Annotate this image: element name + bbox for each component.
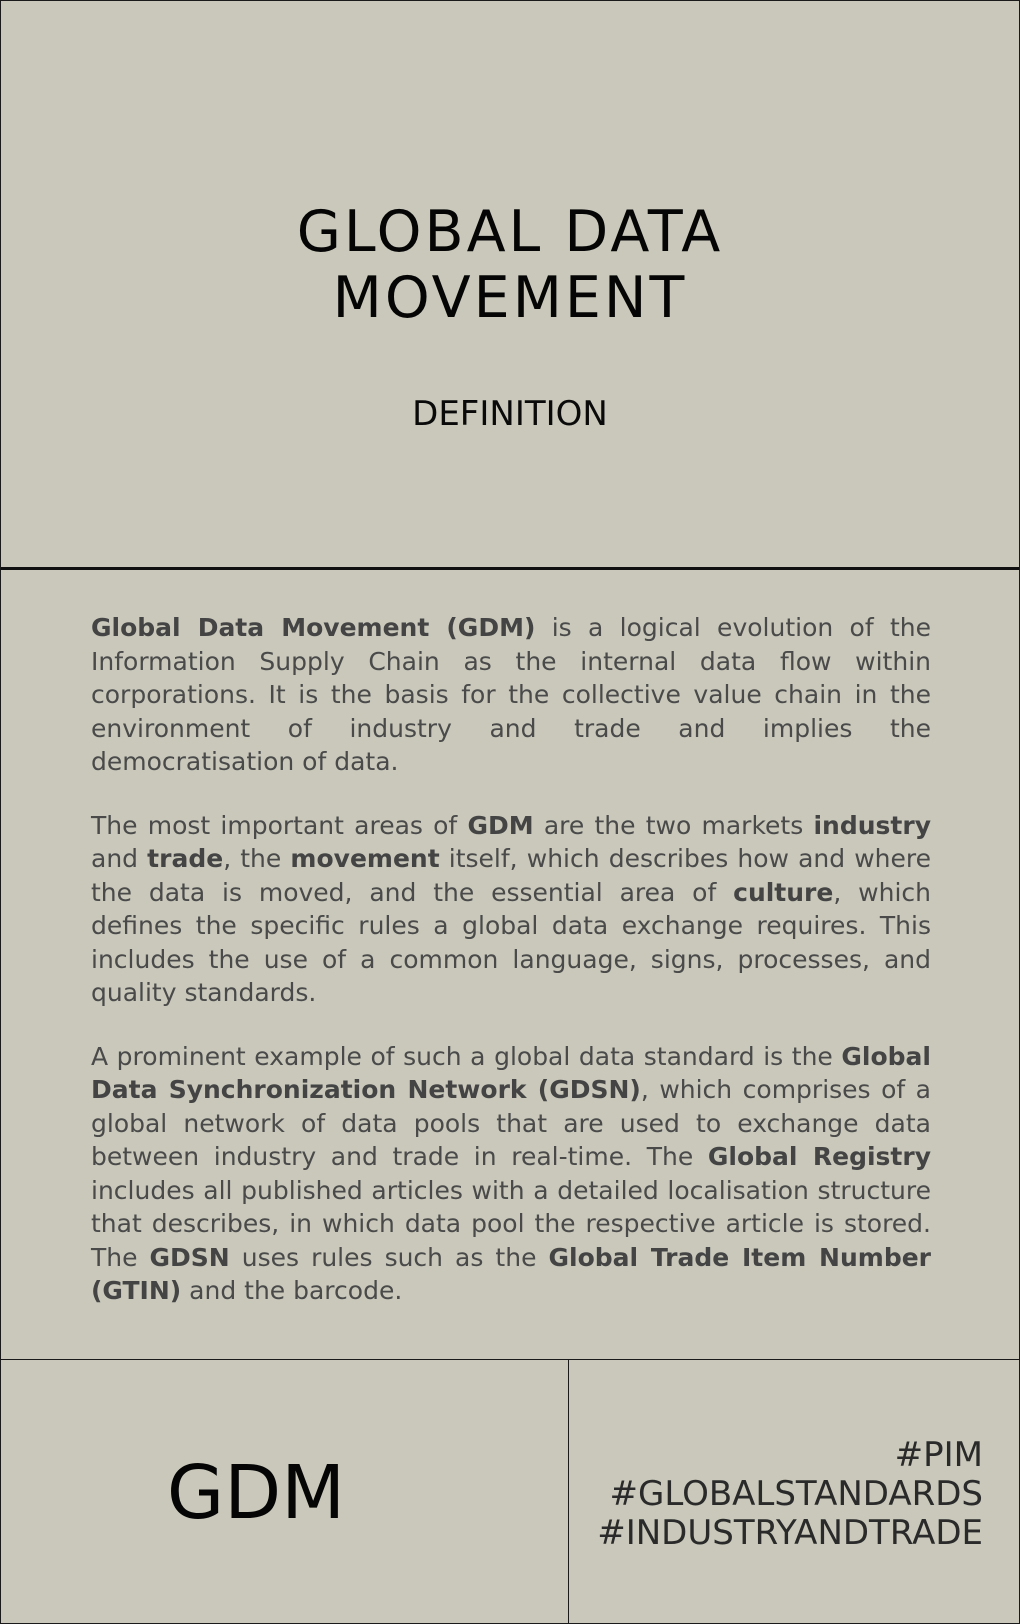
page-title (1, 199, 1019, 331)
hashtag-list (597, 1436, 983, 1553)
card-footer (1, 1359, 1019, 1624)
bold-term: Global Data Synchronization Network (GDSN) (91, 1041, 931, 1104)
hashtag: #GLOBALSTANDARDS (609, 1474, 983, 1514)
paragraph-2 (91, 809, 931, 1010)
bold-term: culture (733, 877, 834, 907)
subtitle: DEFINITION (412, 394, 608, 434)
footer-abbreviation-panel (1, 1360, 569, 1624)
text-run: are the two markets (533, 810, 814, 840)
text-run: and (91, 844, 148, 873)
bold-term: Global Trade Item Number (GTIN) (91, 1242, 931, 1305)
bold-term: trade (147, 844, 224, 873)
definition-body (91, 611, 931, 1338)
title-line-2: MOVEMENT (332, 265, 688, 331)
bold-term: Global Data Movement (GDM) (91, 613, 536, 642)
text-run: and the barcode. (181, 1276, 403, 1305)
bold-term: Global Registry (707, 1142, 931, 1171)
title-line-1: GLOBAL DATA (296, 199, 724, 265)
text-run: , the (223, 844, 291, 873)
bold-term: GDM (467, 810, 534, 840)
text-run: A prominent example of such a global data standard is the (91, 1041, 842, 1071)
text-run: The most important areas of (91, 810, 468, 840)
text-run: uses rules such as the (229, 1242, 549, 1272)
abbreviation: GDM (166, 1450, 346, 1536)
bold-term: industry (813, 810, 932, 840)
paragraph-1 (91, 611, 931, 779)
text-run: includes all published articles with a detailed localisation structure that describes, in which data pool the respective article is stored. The (91, 1175, 931, 1272)
text-run: , which defines the specific rules a global data exchange requires. This includes the use of a common language, signs, processes, and quality standards. (91, 877, 931, 1007)
text-run: is a logical evolution of the Information Supply Chain as the internal data flow within corporations. It is the basis for the collective value chain in the environment of industry and trade and implies the democratisation of data. (91, 613, 932, 776)
card-header (1, 1, 1019, 570)
bold-term: GDSN (149, 1242, 230, 1272)
paragraph-3 (91, 1040, 931, 1308)
hashtag: #INDUSTRYANDTRADE (597, 1513, 983, 1553)
text-run: itself, which describes how and where the data is moved, and the essential area of (91, 844, 932, 907)
text-run: , which comprises of a global network of data pools that are used to exchange data between industry and trade in real-time. The (91, 1075, 931, 1171)
hashtag: #PIM (894, 1435, 983, 1475)
bold-term: movement (290, 844, 440, 873)
